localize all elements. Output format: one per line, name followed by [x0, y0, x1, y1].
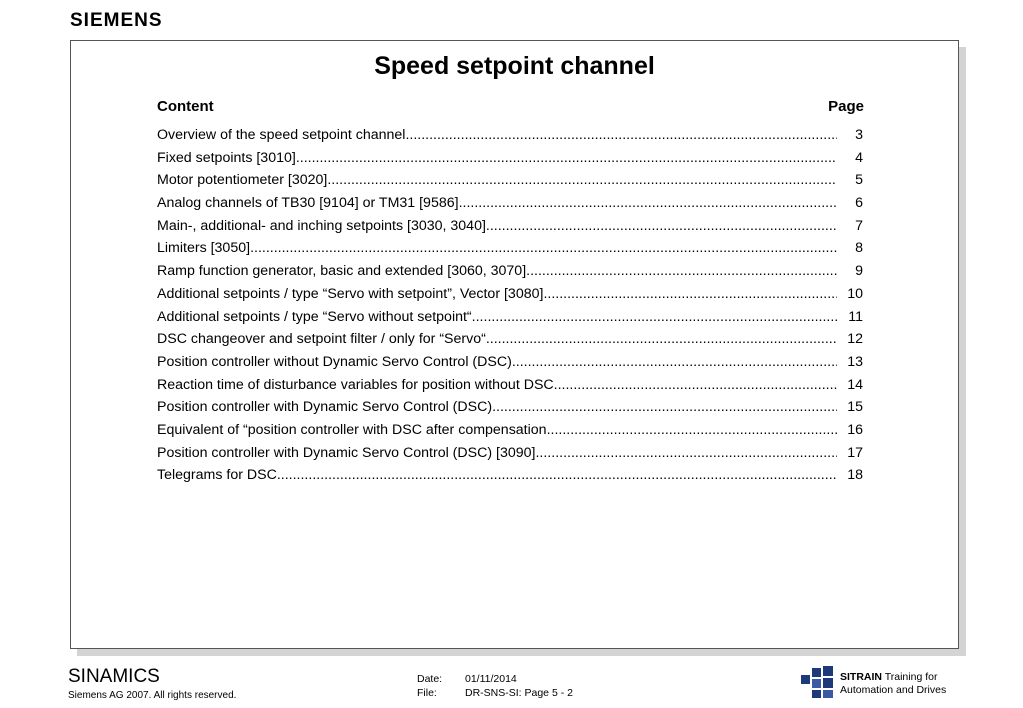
toc-page-number: 6	[855, 195, 863, 212]
toc-page-number: 15	[847, 399, 863, 416]
slide-frame	[70, 40, 959, 649]
toc-label: Motor potentiometer [3020] .....	[157, 172, 837, 188]
sitrain-line-1: Training for	[884, 671, 938, 683]
table-of-contents	[157, 126, 863, 489]
content-heading: Content	[157, 98, 214, 115]
toc-label: Telegrams for DSC .....	[157, 467, 837, 483]
sitrain-brand: SITRAIN	[840, 671, 882, 683]
toc-label: Limiters [3050] .....	[157, 240, 837, 256]
page-heading: Page	[828, 98, 864, 115]
toc-row[interactable]	[157, 194, 863, 217]
toc-row[interactable]	[157, 466, 863, 489]
toc-label: Additional setpoints / type “Servo with setpoint”, Vector [3080] .....	[157, 286, 837, 302]
slide-title: Speed setpoint channel	[374, 52, 655, 80]
toc-row[interactable]	[157, 126, 863, 149]
siemens-logo: SIEMENS	[70, 10, 163, 31]
toc-label: Position controller with Dynamic Servo Control (DSC) .....	[157, 399, 837, 415]
toc-page-number: 10	[847, 285, 863, 302]
file-label: File:	[417, 687, 437, 699]
toc-page-number: 3	[855, 127, 863, 143]
toc-page-number: 7	[855, 217, 863, 234]
toc-page-number: 14	[847, 376, 863, 393]
toc-label: DSC changeover and setpoint filter / only for “Servo“ .....	[157, 331, 837, 347]
toc-page-number: 9	[855, 263, 863, 280]
toc-label: Position controller with Dynamic Servo Control (DSC) [3090] .....	[157, 445, 837, 461]
sitrain-logo-icon	[801, 666, 833, 698]
file-value: DR-SNS-SI: Page 5 - 2	[465, 687, 573, 699]
toc-label: Overview of the speed setpoint channel .....	[157, 127, 837, 143]
toc-row[interactable]	[157, 353, 863, 376]
toc-row[interactable]	[157, 421, 863, 444]
toc-row[interactable]	[157, 149, 863, 172]
toc-row[interactable]	[157, 171, 863, 194]
toc-page-number: 18	[847, 467, 863, 484]
toc-page-number: 16	[847, 421, 863, 438]
toc-page-number: 5	[855, 172, 863, 189]
toc-row[interactable]	[157, 308, 863, 331]
toc-page-number: 12	[847, 331, 863, 348]
copyright-text: Siemens AG 2007. All rights reserved.	[68, 690, 237, 701]
toc-row[interactable]	[157, 285, 863, 308]
toc-row[interactable]	[157, 217, 863, 240]
toc-page-number: 4	[855, 149, 863, 166]
toc-page-number: 11	[848, 308, 863, 325]
toc-row[interactable]	[157, 330, 863, 353]
toc-label: Additional setpoints / type “Servo without setpoint“ .....	[157, 309, 837, 325]
toc-label: Fixed setpoints [3010] .....	[157, 150, 837, 166]
toc-label: Position controller without Dynamic Servo Control (DSC) .....	[157, 354, 837, 370]
toc-page-number: 17	[847, 444, 863, 461]
toc-label: Analog channels of TB30 [9104] or TM31 [9586] .....	[157, 195, 837, 211]
date-label: Date:	[417, 673, 443, 685]
toc-page-number: 8	[855, 240, 863, 257]
toc-label: Reaction time of disturbance variables for position without DSC .....	[157, 377, 837, 393]
toc-page-number: 13	[847, 353, 863, 370]
toc-row[interactable]	[157, 262, 863, 285]
date-value: 01/11/2014	[465, 673, 517, 685]
toc-label: Equivalent of “position controller with DSC after compensation .....	[157, 422, 837, 438]
sinamics-brand: SINAMICS	[68, 666, 160, 687]
toc-row[interactable]	[157, 239, 863, 262]
toc-label: Main-, additional- and inching setpoints [3030, 3040] .....	[157, 218, 837, 234]
toc-label: Ramp function generator, basic and extended [3060, 3070] .....	[157, 263, 837, 279]
footer-meta	[417, 672, 573, 700]
toc-row[interactable]	[157, 376, 863, 399]
toc-row[interactable]	[157, 444, 863, 467]
sitrain-text	[840, 671, 946, 697]
toc-row[interactable]	[157, 398, 863, 421]
sitrain-line-2: Automation and Drives	[840, 684, 947, 696]
